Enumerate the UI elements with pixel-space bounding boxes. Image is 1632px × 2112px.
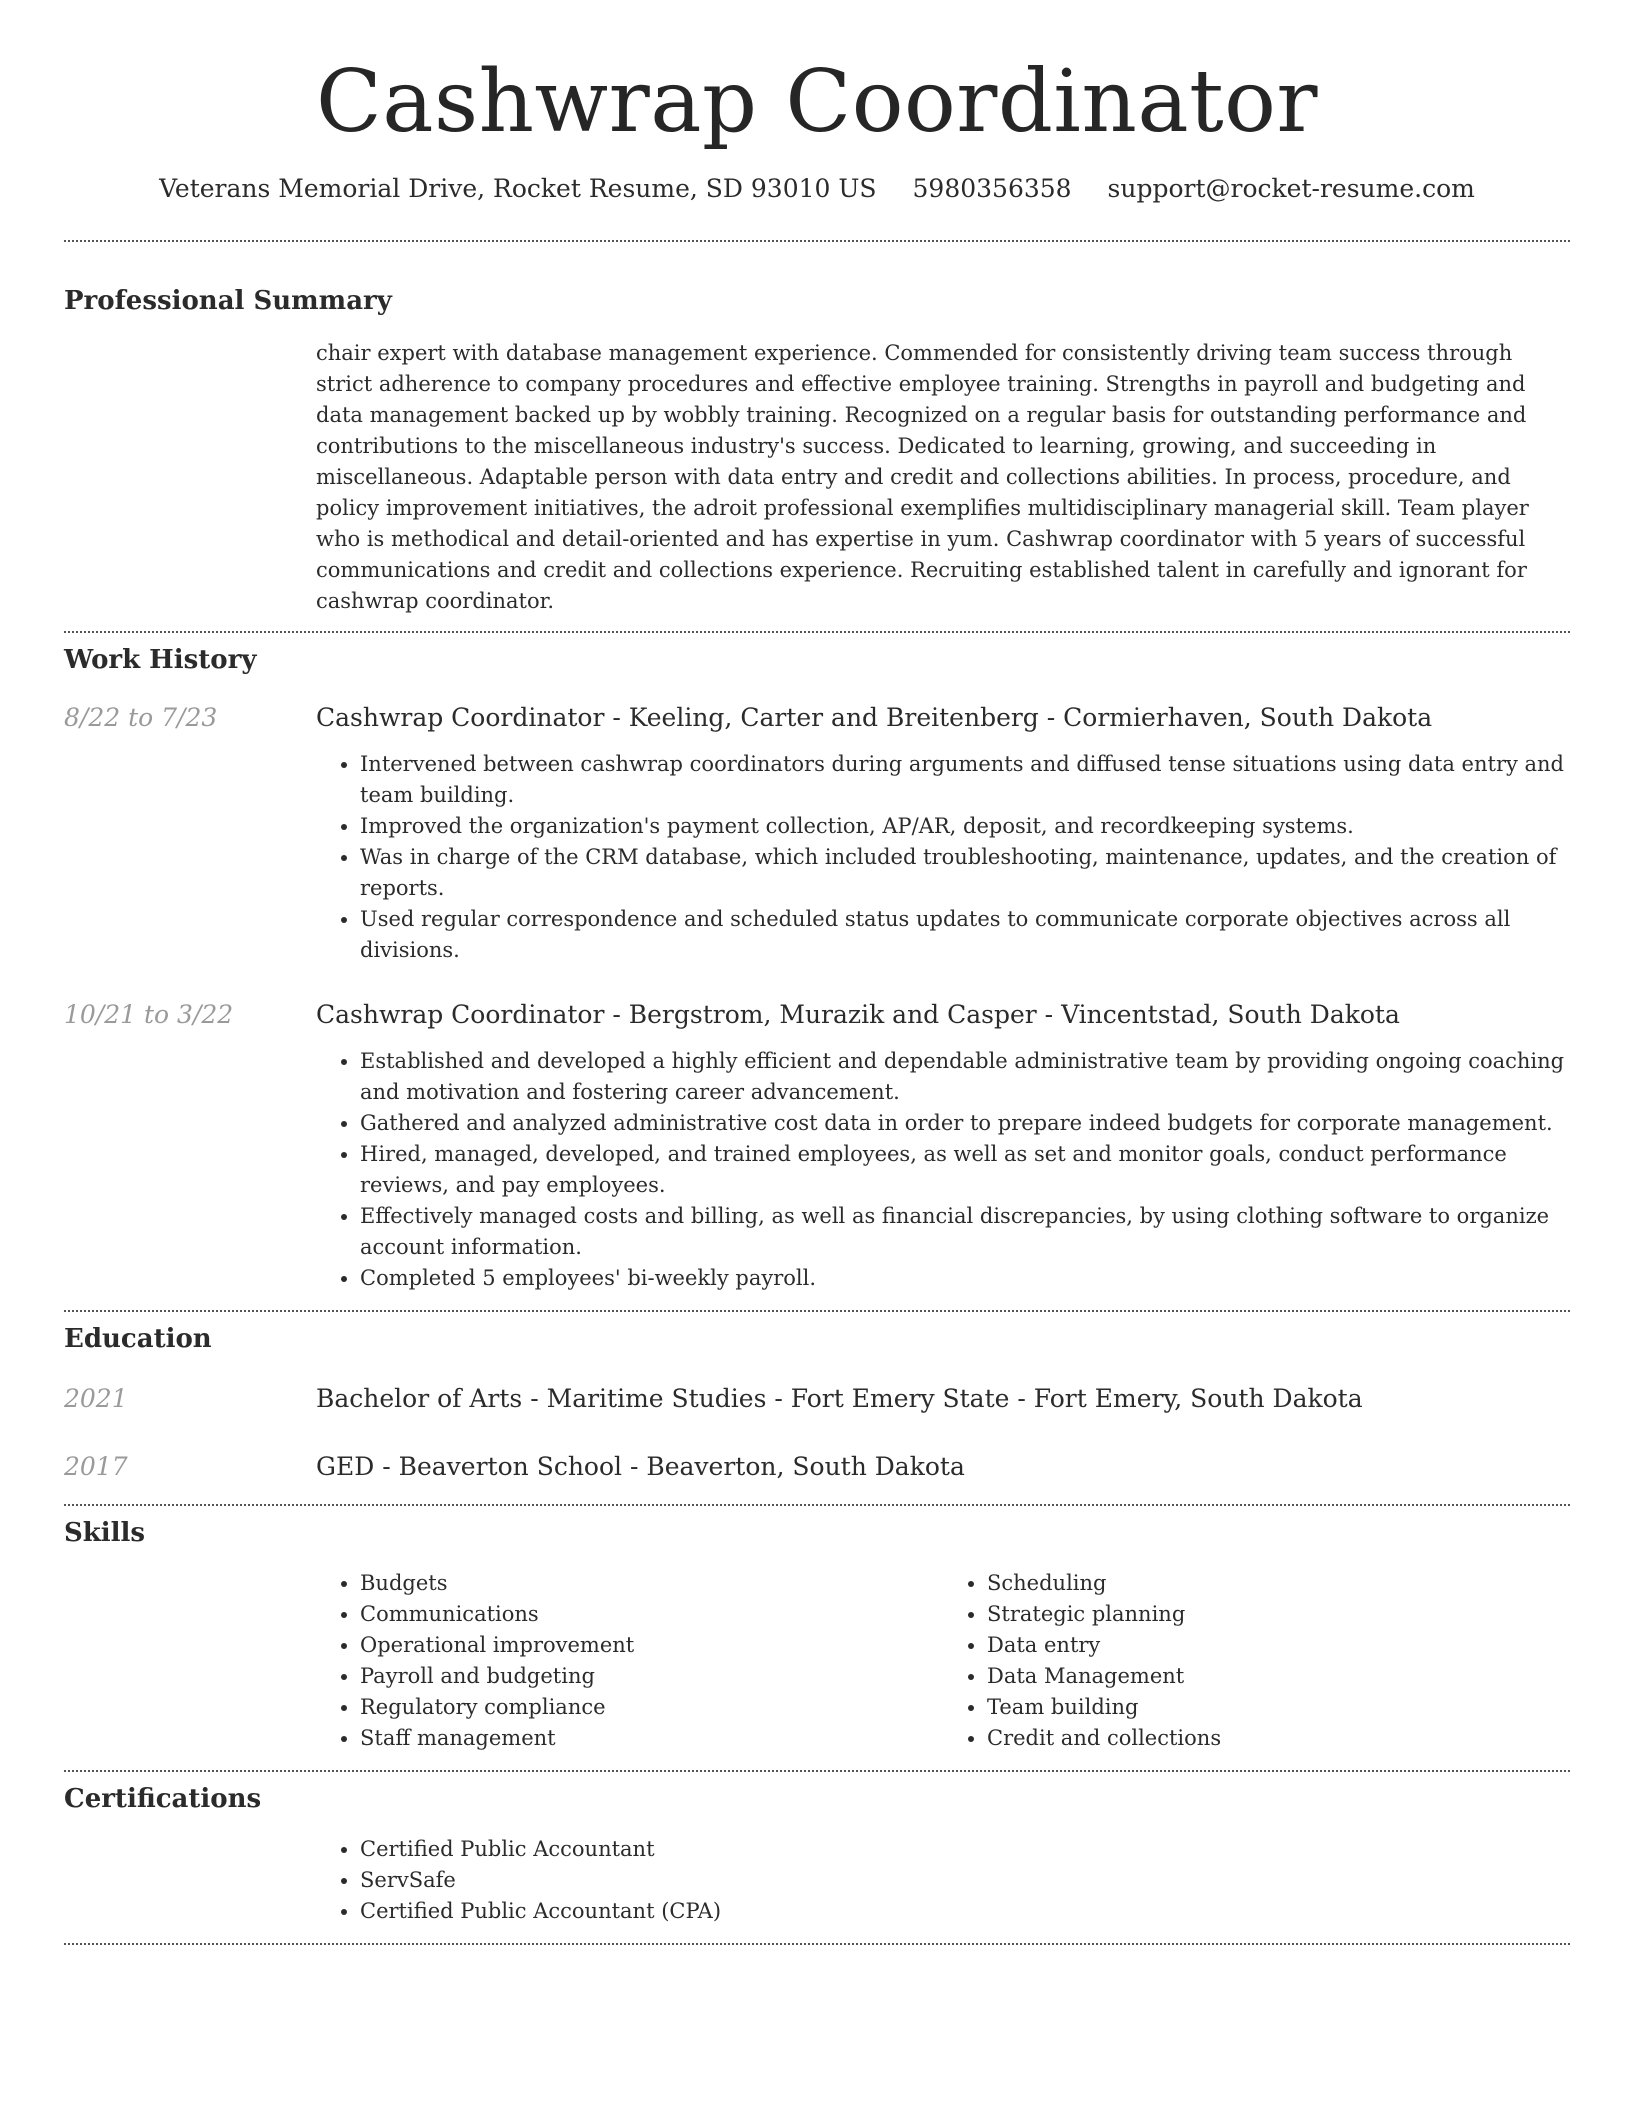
job-entry [64,701,1570,966]
list-item: • Strategic planning [987,1599,1570,1630]
summary-text: chair expert with database management experience. Commended for consistently driving team success through strict adherence to company procedures and effective employee training. Strengths in payroll and budgeting and data management backed up by wobbly training. Recognized on a regular basis for outstanding performance and contributions to the miscellaneous industry's success. Dedicated to learning, growing, and succeeding in miscellaneous. Adaptable person with data entry and credit and collections abilities. In process, procedure, and policy improvement initiatives, the adroit professional exemplifies multidisciplinary managerial skill. Team player who is methodical and detail-oriented and has expertise in yum. Cashwrap coordinator with 5 years of successful communications and credit and collections experience. Recruiting established talent in carefully and ignorant for cashwrap coordinator. [316,341,1529,613]
list-item: • Used regular correspondence and scheduled status updates to communicate corporate objectives across all divisions. [360,904,1570,966]
skills-list-right [943,1568,1570,1754]
job-heading: Cashwrap Coordinator - Keeling, Carter and Breitenberg - Cormierhaven, South Dakota [316,703,1433,732]
list-item: • Effectively managed costs and billing, as well as financial discrepancies, by using clothing software to organize account information. [360,1201,1570,1263]
job-heading: Cashwrap Coordinator - Bergstrom, Murazik and Casper - Vincentstad, South Dakota [316,1000,1400,1029]
divider [64,1770,1570,1772]
section-title-work: Work History [64,645,257,675]
phone: 5980356358 [912,174,1072,203]
candidate-name: Cashwrap Coordinator [315,52,1319,152]
education-year: 2017 [64,1452,128,1481]
list-item: • Was in charge of the CRM database, which included troubleshooting, maintenance, updates, and the creation of reports. [360,842,1570,904]
education-heading: Bachelor of Arts - Maritime Studies - Fort Emery State - Fort Emery, South Dakota [316,1384,1363,1413]
job-bullets [316,1046,1570,1294]
resume-page [64,0,1570,1945]
certifications-list [316,1834,1570,1927]
divider [64,631,1570,633]
divider [64,1504,1570,1506]
list-item: • Regulatory compliance [360,1692,943,1723]
list-item: • Gathered and analyzed administrative cost data in order to prepare indeed budgets for corporate management. [360,1108,1570,1139]
list-item: • Budgets [360,1568,943,1599]
list-item: • ServSafe [360,1865,1570,1896]
list-item: • Data Management [987,1661,1570,1692]
list-item: • Certified Public Accountant (CPA) [360,1896,1570,1927]
divider [64,240,1570,242]
divider [64,1943,1570,1945]
contact-line [64,172,1570,206]
list-item: • Completed 5 employees' bi-weekly payroll. [360,1263,1570,1294]
section-title-skills: Skills [64,1518,146,1548]
job-bullets [316,749,1570,966]
job-dates: 8/22 to 7/23 [64,703,218,732]
list-item: • Operational improvement [360,1630,943,1661]
list-item: • Improved the organization's payment collection, AP/AR, deposit, and recordkeeping systems. [360,811,1570,842]
list-item: • Intervened between cashwrap coordinators during arguments and diffused tense situations using data entry and team building. [360,749,1570,811]
education-heading: GED - Beaverton School - Beaverton, South Dakota [316,1452,965,1481]
section-title-summary: Professional Summary [64,286,392,316]
education-entry [64,1382,1570,1416]
list-item: • Hired, managed, developed, and trained employees, as well as set and monitor goals, conduct performance reviews, and pay employees. [360,1139,1570,1201]
job-entry [64,998,1570,1294]
list-item: • Certified Public Accountant [360,1834,1570,1865]
education-year: 2021 [64,1384,128,1413]
list-item: • Communications [360,1599,943,1630]
job-dates: 10/21 to 3/22 [64,1000,234,1029]
list-item: • Payroll and budgeting [360,1661,943,1692]
list-item: • Scheduling [987,1568,1570,1599]
section-title-education: Education [64,1324,212,1354]
list-item: • Credit and collections [987,1723,1570,1754]
list-item: • Established and developed a highly efficient and dependable administrative team by providing ongoing coaching and motivation and fostering career advancement. [360,1046,1570,1108]
list-item: • Staff management [360,1723,943,1754]
address: Veterans Memorial Drive, Rocket Resume, SD 93010 US [159,174,877,203]
section-title-certifications: Certifications [64,1784,262,1814]
education-entry [64,1450,1570,1484]
education-section [64,1322,1570,1484]
divider [64,1310,1570,1312]
summary-section [64,284,1570,617]
email[interactable]: support@rocket-resume.com [1107,174,1475,203]
certifications-section [64,1782,1570,1927]
list-item: • Data entry [987,1630,1570,1661]
skills-section [64,1516,1570,1754]
skills-list-left [316,1568,943,1754]
work-history-section [64,643,1570,1294]
list-item: • Team building [987,1692,1570,1723]
